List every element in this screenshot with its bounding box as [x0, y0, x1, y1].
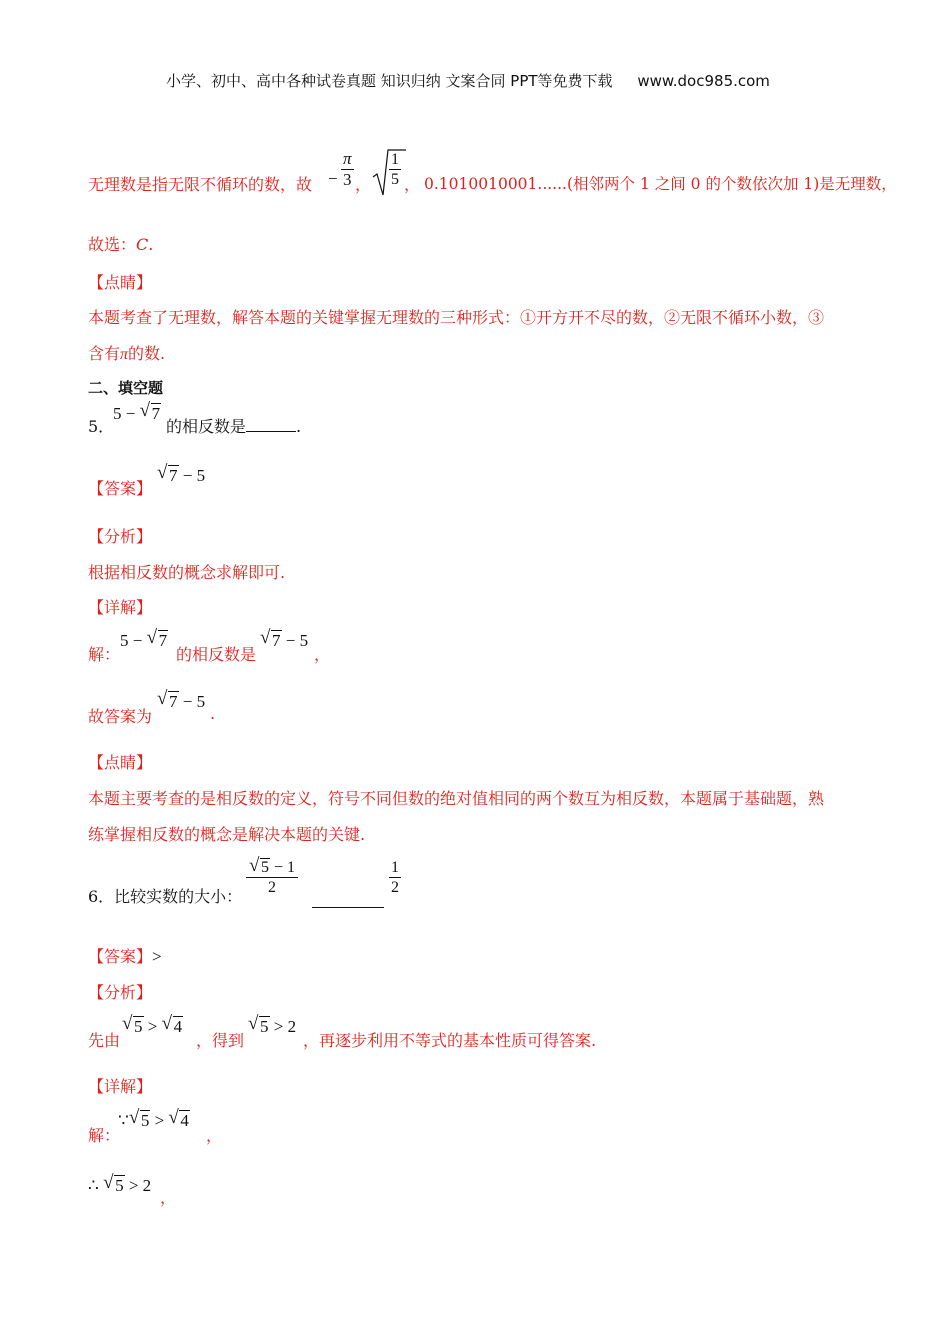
q4-comma-2: ，: [404, 175, 421, 194]
sqrt-7: √ 7: [157, 691, 179, 712]
numerator-1: 1: [389, 150, 401, 170]
q6-answer: [88, 944, 162, 967]
page-header: [166, 70, 770, 91]
sqrt-7: √ 7: [260, 630, 282, 651]
q5-analysis: 根据相反数的概念求解即可.: [88, 563, 286, 582]
q5-final-period: .: [210, 704, 216, 723]
q4-explanation-line: [88, 172, 312, 195]
sqrt-5: √ 5: [103, 1175, 125, 1196]
q6-ineq-1: √ 5 > √ 4: [122, 1016, 183, 1037]
dj2-text-b: 的数.: [128, 344, 166, 363]
q6-answer-tag: 【答案】: [88, 947, 153, 966]
q4-dianjing-line1: 本题考查了无理数，解答本题的关键掌握无理数的三种形式：①开方开不尽的数，②无限不循环小数，③: [88, 308, 825, 327]
q5-detail-expr1: 5 − √ 7: [120, 630, 168, 651]
q5-final-expr: √ 7 − 5: [157, 691, 205, 712]
sqrt5-minus1-over-2: √ $\frac{5 - 1}{2}$: [246, 858, 298, 898]
minus-5: − 5: [178, 466, 206, 485]
denominator-3: 3: [343, 170, 352, 190]
q5-expression: [113, 403, 161, 424]
sqrt-7: √ 7: [157, 465, 179, 486]
q4-text-a: 无理数是指无限不循环的数，故: [88, 175, 313, 194]
sqrt-4: √ 4: [168, 1110, 190, 1131]
q6-analysis-a3: ，再逐步利用不等式的基本性质可得答案.: [303, 1031, 597, 1050]
q5-number: 5．: [88, 417, 115, 436]
q5-detail-jie: 解：: [88, 645, 121, 664]
minus-sign: −: [328, 169, 338, 188]
sqrt-5: √ 5: [122, 1016, 144, 1037]
q6-detail-tag: 【详解】: [88, 1077, 153, 1096]
pi-fraction: [341, 149, 354, 191]
choice-prefix: 故选：: [88, 235, 137, 254]
q5-answer: [157, 465, 205, 486]
q5-detail-expr2: √ 7 − 5: [260, 630, 308, 651]
q6-answer-blank[interactable]: [312, 893, 384, 912]
pi-symbol: π: [341, 149, 354, 170]
sqrt-5: √ 5: [249, 858, 270, 877]
q5-dianjing-line2: 练掌握相反数的概念是解决本题的关键.: [88, 825, 366, 844]
denominator-5: 5: [391, 171, 399, 189]
expr-5-minus: 5 −: [113, 404, 140, 423]
q6-fraction-1: [246, 858, 298, 898]
q5-detail-text: 的相反数是: [176, 645, 257, 664]
q5-detail-comma: ，: [314, 645, 331, 664]
q5-dianjing-line1: 本题主要考查的是相反数的定义，符号不同但数的绝对值相同的两个数互为相反数，本题属于基础题，熟: [88, 789, 825, 808]
sqrt-5: √ 5: [248, 1016, 270, 1037]
one-half: $\frac{1}{2}$: [391, 859, 399, 897]
because-symbol: ∵: [118, 1111, 129, 1130]
q5-final-text: 故答案为: [88, 707, 153, 726]
q6-detail-jie: 解：: [88, 1126, 121, 1145]
sqrt-4: √ 4: [162, 1016, 184, 1037]
q5-answer-tag: 【答案】: [88, 479, 153, 498]
pi-symbol: π: [120, 346, 129, 363]
header-text: 小学、初中、高中各种试卷真题 知识归纳 文案合同 PPT等免费下载: [166, 72, 613, 90]
q4-dianjing-tag: 【点睛】: [88, 273, 153, 292]
q6-fraction-2: [389, 858, 401, 897]
q6-because-line: ∵√ 5 > √ 4: [118, 1110, 190, 1131]
q4-comma-1: ，: [355, 175, 372, 194]
q6-therefore-line: ∴ √ 5 > 2: [88, 1175, 151, 1196]
q4-dianjing-line2: [88, 341, 165, 364]
q6-detail-comma2: ，: [160, 1188, 177, 1207]
q6-analysis-tag: 【分析】: [88, 983, 153, 1002]
sqrt-7: √ 7: [147, 630, 169, 651]
q6-ineq-2: √ 5 > 2: [248, 1016, 296, 1037]
header-site: www.doc985.com: [637, 72, 770, 90]
q5-answer-blank[interactable]: [246, 431, 296, 432]
q6-analysis-a1: 先由: [88, 1031, 121, 1050]
section-title: 二、填空题: [88, 379, 164, 397]
q6-detail-comma1: ，: [206, 1126, 223, 1145]
one-fifth-fraction: [389, 150, 401, 189]
choice-letter: C: [136, 235, 149, 254]
sqrt-5: √ 5: [129, 1110, 151, 1131]
q5-dianjing-tag: 【点睛】: [88, 753, 153, 772]
q5-period: .: [296, 417, 302, 436]
q4-choice: [88, 232, 153, 255]
q5-stem: [166, 414, 301, 437]
q6-analysis-a2: ，得到: [196, 1031, 245, 1050]
q5-text: 的相反数是: [166, 417, 247, 436]
q6-stem: 6．比较实数的大小：: [88, 887, 243, 906]
sqrt-7: √ 7: [140, 403, 162, 424]
q6-answer-value: >: [152, 947, 162, 966]
dj2-text-a: 含有: [88, 344, 121, 363]
choice-suffix: .: [148, 235, 154, 254]
q5-analysis-tag: 【分析】: [88, 527, 153, 546]
therefore-symbol: ∴: [88, 1176, 99, 1195]
q4-text-d: 0.1010010001......(相邻两个 1 之间 0 的个数依次加 1)是无理数，: [424, 175, 897, 193]
q5-detail-tag: 【详解】: [88, 598, 153, 617]
